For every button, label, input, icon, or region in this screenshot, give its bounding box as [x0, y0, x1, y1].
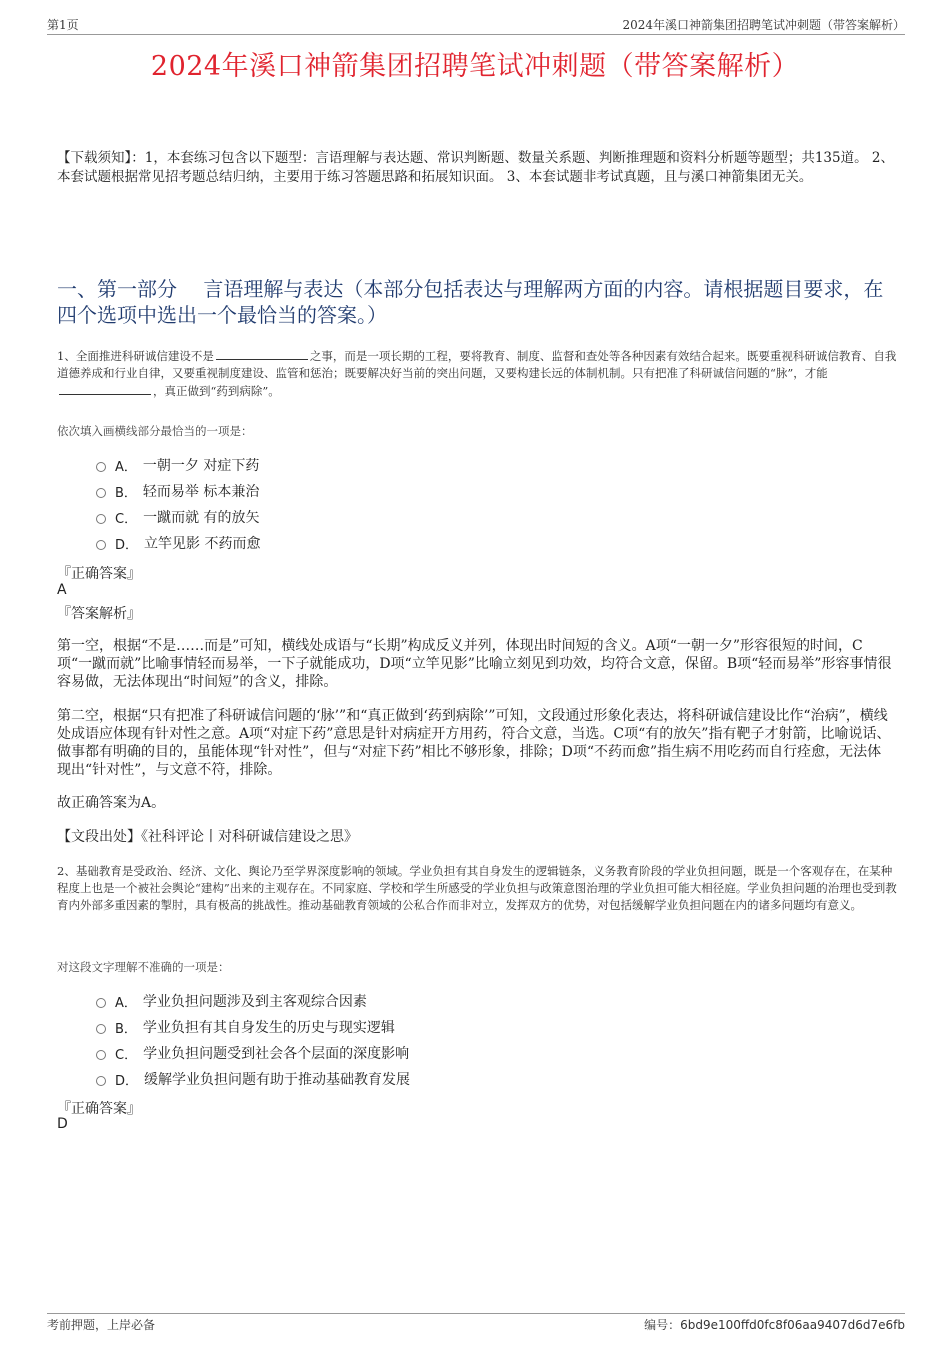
option-text: 缓解学业负担问题有助于推动基础教育发展	[144, 1072, 411, 1088]
option-d[interactable]	[96, 1066, 410, 1092]
analysis-conclusion: 故正确答案为A。	[57, 795, 166, 811]
header-doc-title: 2024年溪口神箭集团招聘笔试冲刺题（带答案解析）	[622, 18, 905, 32]
radio-button-icon[interactable]	[96, 514, 106, 524]
option-d[interactable]	[96, 530, 260, 556]
option-letter: D．	[115, 537, 139, 553]
question-2-text: 2、基础教育是受政治、经济、文化、舆论乃至学界深度影响的领域。学业负担有其自身发生的逻辑链条，义务教育阶段的学业负担问题，既是一个客观存在，在某种程度上也是一个被社会舆论“建构”出来的主观存在。不同家庭、学校和学生所感受的学业负担与政策意图治理的学业负担可能大相径庭。学业负担问题的治理也受到教育内外部多重因素的掣肘，具有极高的挑战性。推动基础教育领域的公私合作而非对立，发挥双方的优势，对包括缓解学业负担问题在内的诸多问题均有意义。	[57, 864, 897, 912]
correct-answer-label: 『正确答案』	[57, 566, 141, 582]
passage-source: 【文段出处】《社科评论丨对科研诚信建设之思》	[57, 829, 358, 845]
radio-button-icon[interactable]	[96, 488, 106, 498]
correct-answer: D	[57, 1116, 68, 1132]
correct-answer-label: 『正确答案』	[57, 1101, 141, 1117]
option-text: 轻而易举 标本兼治	[142, 484, 260, 500]
footer-slogan: 考前押题，上岸必备	[47, 1318, 156, 1332]
option-a[interactable]	[96, 988, 410, 1014]
option-b[interactable]	[96, 478, 260, 504]
option-text: 学业负担问题受到社会各个层面的深度影响	[143, 1046, 410, 1062]
analysis-paragraph-1: 第一空，根据“不是……而是”可知，横线处成语与“长期”构成反义并列，体现出时间短的含义。A项“一朝一夕”形容很短的时间，C项“一蹴而就”比喻事情轻而易举，一下子就能成功，D项“立竿见影”比喻立刻见到功效，均符合文意，保留。B项“轻而易举”形容事情很容易做，无法体现出“时间短”的含义，排除。	[57, 638, 892, 690]
radio-button-icon[interactable]	[96, 998, 106, 1008]
question-2-prompt: 对这段文字理解不准确的一项是：	[57, 960, 230, 974]
section-heading: 一、第一部分 言语理解与表达（本部分包括表达与理解两方面的内容。请根据题目要求，在四个选项中选出一个最恰当的答案。）	[57, 277, 884, 327]
fill-blank-2	[59, 382, 151, 395]
analysis-label: 『答案解析』	[57, 606, 141, 622]
option-text: 学业负担有其自身发生的历史与现实逻辑	[142, 1020, 395, 1036]
option-text: 立竿见影 不药而愈	[144, 536, 261, 552]
page-footer	[47, 1313, 905, 1332]
option-text: 学业负担问题涉及到主客观综合因素	[142, 994, 367, 1010]
radio-button-icon[interactable]	[96, 1050, 106, 1060]
radio-button-icon[interactable]	[96, 1076, 106, 1086]
option-text: 一蹴而就 有的放矢	[143, 510, 260, 526]
option-letter: C．	[115, 1047, 138, 1063]
footer-code-value: 6bd9e100ffd0fc8f06aa9407d6d7e6fb	[680, 1318, 905, 1332]
document-title: 2024年溪口神箭集团招聘笔试冲刺题（带答案解析）	[150, 51, 800, 82]
option-letter: B．	[115, 1021, 137, 1037]
option-letter: B．	[115, 485, 137, 501]
question-1-text	[57, 347, 898, 400]
question-1-text-part2: 之事，而是一项长期的工程，要将教育、制度、监督和查处等各种因素有效结合起来。既要重视科研诚信教育、自我道德养成和行业自律，又要重视制度建设、监管和惩治；既要解决好当前的突出问题，又要构建长远的体制机制。只有把准了科研诚信问题的“脉”，才能	[57, 349, 897, 380]
radio-button-icon[interactable]	[96, 540, 106, 550]
question-1-text-part3: ，真正做到“药到病除”。	[153, 384, 280, 398]
question-2-options	[96, 988, 410, 1092]
footer-code	[644, 1316, 905, 1333]
fill-blank-1	[216, 347, 308, 360]
option-letter: A．	[115, 459, 137, 475]
option-letter: D．	[115, 1073, 139, 1089]
option-b[interactable]	[96, 1014, 410, 1040]
question-1-options	[96, 452, 260, 556]
footer-code-label: 编号：	[644, 1318, 681, 1332]
analysis-paragraph-2: 第二空，根据“只有把准了科研诚信问题的‘脉’”和“真正做到‘药到病除’”可知，文段通过形象化表达，将科研诚信建设比作“治病”，横线处成语应体现有针对性之意。A项“对症下药”意思是针对病症开方用药，符合文意，当选。C项“有的放矢”指有靶子才射箭，比喻说话、做事都有明确的目的，虽能体现“针对性”，但与“对症下药”相比不够形象，排除；D项“不药而愈”指生病不用吃药而自行痊愈，无法体现出“针对性”，与文意不符，排除。	[57, 708, 891, 778]
question-1-prompt: 依次填入画横线部分最恰当的一项是：	[57, 424, 253, 438]
question-1-text-part1: 1、全面推进科研诚信建设不是	[57, 349, 214, 363]
radio-button-icon[interactable]	[96, 1024, 106, 1034]
option-c[interactable]	[96, 504, 260, 530]
download-notice: 【下载须知】：1，本套练习包含以下题型：言语理解与表达题、常识判断题、数量关系题、判断推理题和资料分析题等题型；共135道。 2、本套试题根据常见招考题总结归纳，主要用于练习答题思路和拓展知识面。 3、本套试题非考试真题，且与溪口神箭集团无关。	[57, 150, 894, 185]
option-a[interactable]	[96, 452, 260, 478]
option-letter: C．	[115, 511, 138, 527]
option-letter: A．	[115, 995, 137, 1011]
page-header	[47, 14, 905, 35]
correct-answer: A	[57, 582, 67, 598]
radio-button-icon[interactable]	[96, 462, 106, 472]
option-c[interactable]	[96, 1040, 410, 1066]
option-text: 一朝一夕 对症下药	[142, 458, 260, 474]
page-number: 第1页	[47, 18, 79, 32]
